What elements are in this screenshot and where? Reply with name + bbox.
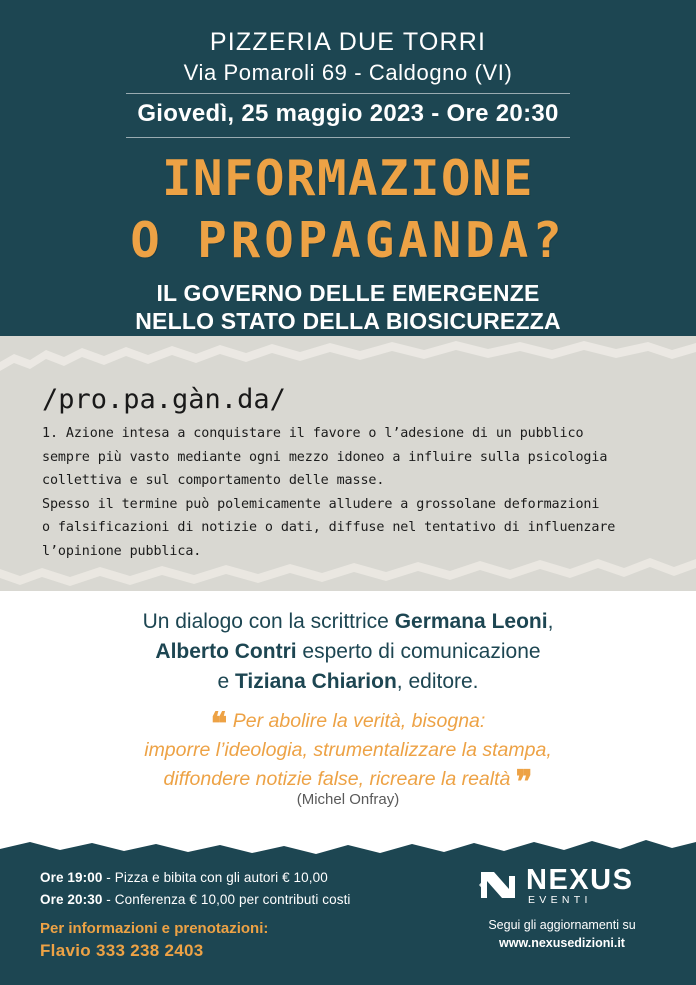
- subtitle-line-1: IL GOVERNO DELLE EMERGENZE: [156, 280, 540, 306]
- speakers-line-3-pre: e: [217, 670, 235, 693]
- speakers-line-1-pre: Un dialogo con la scrittrice: [142, 610, 395, 633]
- nexus-logo-wordmark: NEXUS: [526, 864, 634, 896]
- speakers-text: [0, 607, 696, 697]
- definition-line-5: o falsificazioni di notizie o dati, diffuse nel tentativo di influenzare: [42, 520, 616, 535]
- speaker-name-alberto-contri: Alberto Contri: [155, 640, 297, 663]
- event-date: Giovedì, 25 maggio 2023 - Ore 20:30: [137, 100, 559, 127]
- speakers-section: [0, 591, 696, 840]
- title-line-2: O PROPAGANDA?: [130, 212, 566, 269]
- definition-line-4: Spesso il termine può polemicamente alludere a grossolane deformazioni: [42, 496, 600, 512]
- quote-close-mark-icon: ❞: [515, 764, 533, 800]
- follow-text: Segui gli aggiornamenti su: [488, 918, 636, 932]
- quote-open-mark-icon: ❝: [210, 706, 228, 742]
- nexus-logo-icon: [478, 866, 518, 904]
- poster-header-section: [0, 0, 696, 352]
- price-line-1: [40, 870, 328, 885]
- website-url[interactable]: www.nexusedizioni.it: [499, 936, 625, 950]
- contact-phone[interactable]: Flavio 333 238 2403: [40, 941, 204, 960]
- venue-name: PIZZERIA DUE TORRI: [209, 28, 487, 56]
- nexus-logo: [478, 864, 674, 908]
- speakers-line-3: [0, 667, 696, 697]
- speaker-name-germana-leoni: Germana Leoni: [394, 610, 548, 633]
- price-line-2: [40, 892, 351, 907]
- divider-top: [126, 93, 570, 94]
- venue-address: Via Pomaroli 69 - Caldogno (VI): [183, 60, 513, 85]
- torn-edge-bottom: [0, 828, 696, 854]
- subtitle-line-2: NELLO STATO DELLA BIOSICUREZZA: [135, 308, 561, 334]
- contact-label: Per informazioni e prenotazioni:: [40, 920, 269, 937]
- speakers-line-2-post: esperto di comunicazione: [296, 640, 541, 663]
- price-2-time: Ore 20:30: [40, 892, 103, 907]
- definition-body: [42, 422, 654, 563]
- price-1-time: Ore 19:00: [40, 870, 103, 885]
- definition-line-2: sempre più vasto mediante ogni mezzo idoneo a influire sulla psicologia: [42, 449, 608, 465]
- definition-section: [0, 336, 696, 591]
- speakers-line-1: [0, 607, 696, 637]
- poster-subtitle: [0, 279, 696, 335]
- price-1-text: - Pizza e bibita con gli autori € 10,00: [102, 870, 328, 885]
- price-2-text: - Conferenza € 10,00 per contributi costi: [102, 892, 351, 907]
- definition-word: /pro.pa.gàn.da/: [42, 384, 286, 415]
- quote-line-1-text: Per abolire la verità, bisogna:: [232, 710, 486, 732]
- poster-footer-section: [0, 840, 696, 985]
- definition-line-3: collettiva e sul comportamento delle masse.: [42, 473, 385, 488]
- definition-line-1: 1. Azione intesa a conquistare il favore o l’adesione di un pubblico: [42, 426, 584, 441]
- quote-line-3-text: diffondere notizie false, ricreare la realtà: [163, 768, 511, 790]
- nexus-logo-tagline: EVENTI: [528, 894, 592, 906]
- speakers-line-2: [0, 637, 696, 667]
- speakers-line-1-post: ,: [547, 610, 554, 633]
- definition-line-6: l’opinione pubblica.: [42, 543, 202, 559]
- poster-title: [0, 148, 696, 272]
- speaker-name-tiziana-chiarion: Tiziana Chiarion: [234, 670, 397, 693]
- title-line-1: INFORMAZIONE: [161, 150, 534, 207]
- quote-line-2: imporre l’ideologia, strumentalizzare la stampa,: [144, 739, 552, 761]
- quote-line-1: [0, 706, 696, 742]
- divider-bottom: [126, 137, 570, 138]
- speakers-line-3-post: , editore.: [396, 670, 479, 693]
- quote-author: (Michel Onfray): [296, 791, 400, 808]
